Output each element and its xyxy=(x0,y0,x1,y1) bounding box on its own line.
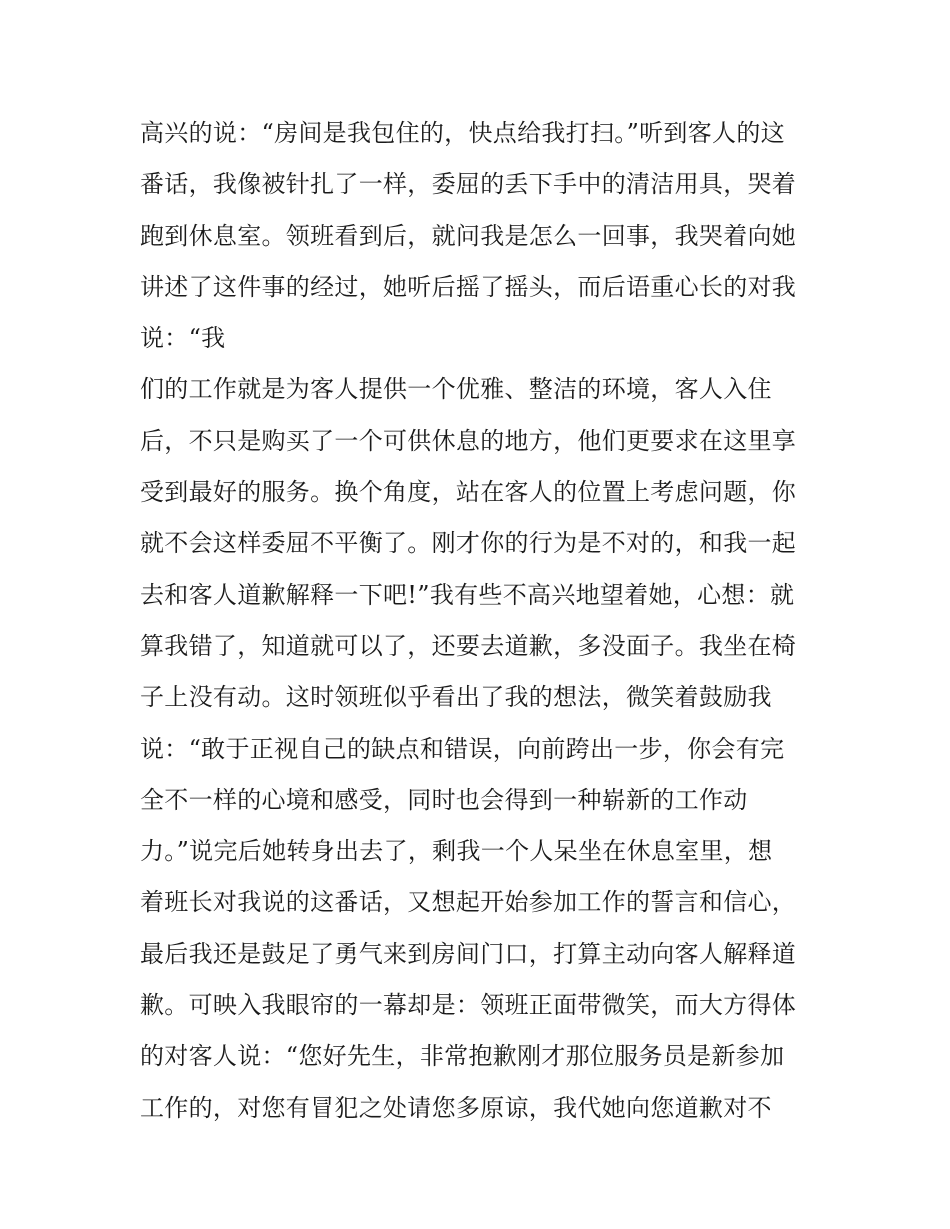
text-line: 讲述了这件事的经过，她听后摇了摇头，而后语重心长的对我 xyxy=(140,272,797,301)
text-line: 说：“我 xyxy=(140,324,226,353)
body-text xyxy=(140,108,840,1134)
text-line: 们的工作就是为客人提供一个优雅、整洁的环境，客人入住 xyxy=(140,375,772,404)
text-line: 歉。可映入我眼帘的一幕却是：领班正面带微笑，而大方得体 xyxy=(140,991,797,1020)
text-line: 力。”说完后她转身出去了，剩我一个人呆坐在休息室里，想 xyxy=(140,837,773,866)
text-line: 着班长对我说的这番话，又想起开始参加工作的誓言和信心， xyxy=(140,888,797,917)
text-line: 最后我还是鼓足了勇气来到房间门口，打算主动向客人解释道 xyxy=(140,939,797,968)
text-line: 后，不只是购买了一个可供休息的地方，他们更要求在这里享 xyxy=(140,426,797,455)
text-line: 去和客人道歉解释一下吧!”我有些不高兴地望着她，心想：就 xyxy=(140,580,795,609)
text-line: 的对客人说：“您好先生，非常抱歉刚才那位服务员是新参加 xyxy=(140,1042,785,1071)
text-line: 全不一样的心境和感受，同时也会得到一种崭新的工作动 xyxy=(140,785,748,814)
text-line: 子上没有动。这时领班似乎看出了我的想法，微笑着鼓励我 xyxy=(140,683,772,712)
text-line: 番话，我像被针扎了一样，委屈的丢下手中的清洁用具，哭着 xyxy=(140,170,797,199)
text-line: 工作的，对您有冒犯之处请您多原谅，我代她向您道歉对不 xyxy=(140,1093,772,1122)
text-line: 就不会这样委屈不平衡了。刚才你的行为是不对的，和我一起 xyxy=(140,529,797,558)
text-line: 说：“敢于正视自己的缺点和错误，向前跨出一步，你会有完 xyxy=(140,734,785,763)
text-line: 算我错了，知道就可以了，还要去道歉，多没面子。我坐在椅 xyxy=(140,631,797,660)
text-line: 受到最好的服务。换个角度，站在客人的位置上考虑问题，你 xyxy=(140,478,797,507)
text-line: 跑到休息室。领班看到后，就问我是怎么一回事，我哭着向她 xyxy=(140,221,797,250)
text-line: 高兴的说：“房间是我包住的，快点给我打扫。”听到客人的这 xyxy=(140,119,785,147)
